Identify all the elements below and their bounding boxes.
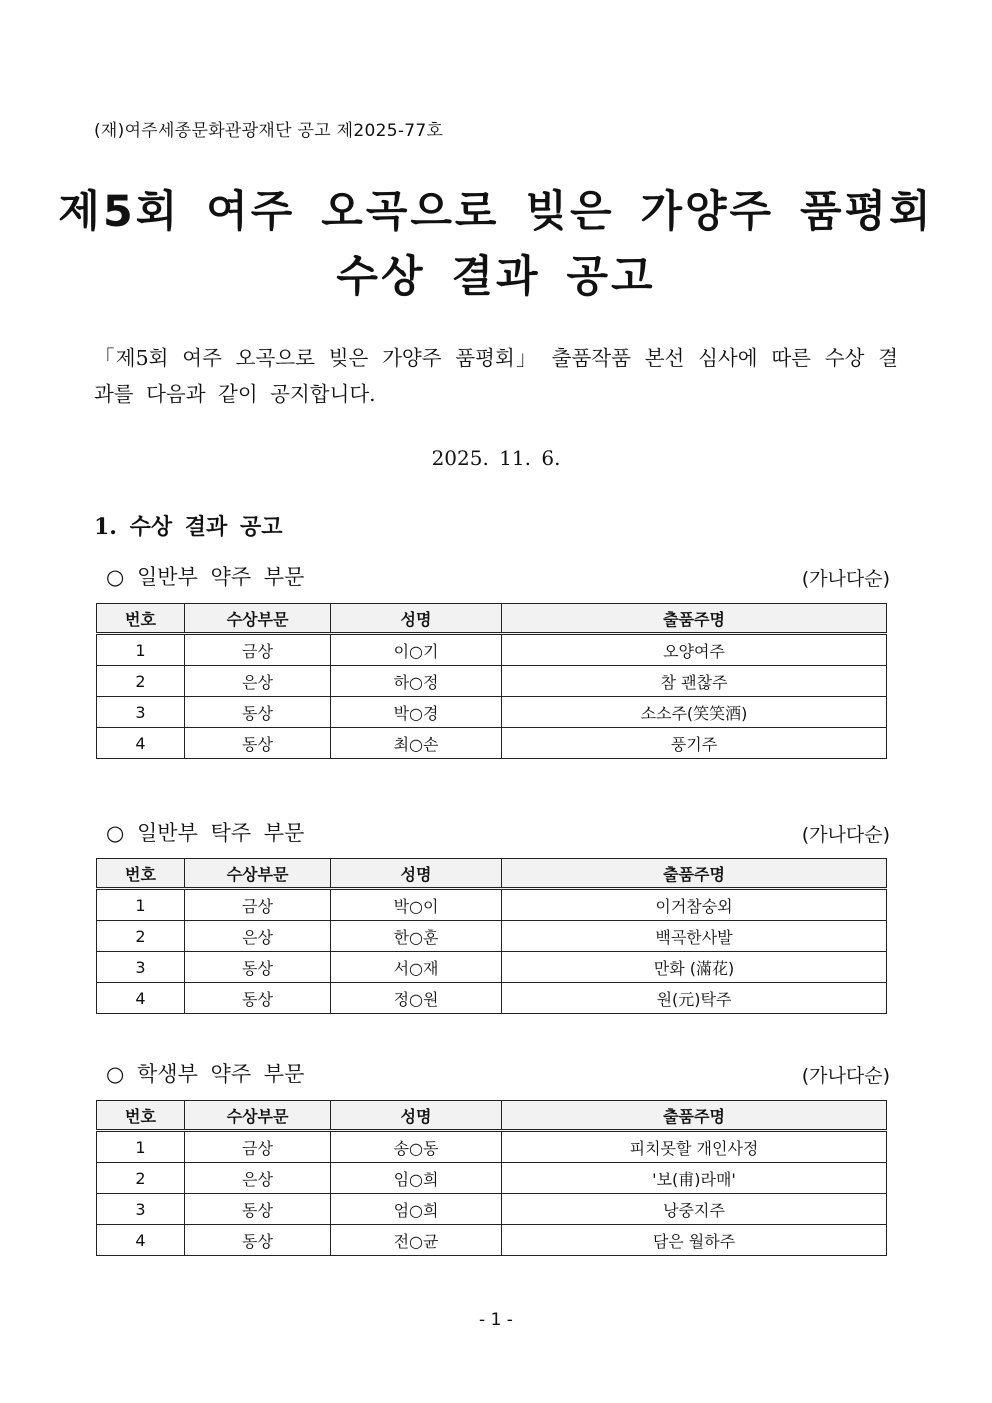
table-row xyxy=(97,666,887,697)
awards-table-general-yakju xyxy=(96,603,887,759)
cell-name: 하○정 xyxy=(331,666,502,697)
table-header-row xyxy=(97,859,887,889)
cell-number: 2 xyxy=(97,921,185,952)
cell-entry: 참 괜찮주 xyxy=(502,666,887,697)
cell-entry: 오양여주 xyxy=(502,634,887,666)
cell-award: 동상 xyxy=(185,728,331,759)
cell-award: 은상 xyxy=(185,666,331,697)
table-row xyxy=(97,634,887,666)
column-header-name: 성명 xyxy=(331,604,502,634)
column-header-name: 성명 xyxy=(331,859,502,889)
awards-table-general-takju xyxy=(96,858,887,1014)
column-header-entry: 출품주명 xyxy=(502,859,887,889)
cell-number: 1 xyxy=(97,1131,185,1163)
table-row xyxy=(97,983,887,1014)
cell-entry: '보(甫)라매' xyxy=(502,1163,887,1194)
cell-name: 이○기 xyxy=(331,634,502,666)
column-header-number: 번호 xyxy=(97,859,185,889)
notice-number: (재)여주세종문화관광재단 공고 제2025-77호 xyxy=(94,121,444,141)
cell-award: 은상 xyxy=(185,921,331,952)
cell-number: 1 xyxy=(97,889,185,921)
column-header-number: 번호 xyxy=(97,1101,185,1131)
page-title-line1: 제5회 여주 오곡으로 빚은 가양주 품평회 xyxy=(58,187,934,237)
cell-award: 동상 xyxy=(185,952,331,983)
cell-award: 동상 xyxy=(185,697,331,728)
order-note: (가나다순) xyxy=(801,824,890,846)
column-header-entry: 출품주명 xyxy=(502,604,887,634)
cell-award: 동상 xyxy=(185,1194,331,1225)
cell-number: 4 xyxy=(97,1225,185,1256)
section-heading: 1. 수상 결과 공고 xyxy=(94,514,283,540)
cell-entry: 이거참숭외 xyxy=(502,889,887,921)
column-header-award: 수상부문 xyxy=(185,859,331,889)
cell-entry: 소소주(笑笑酒) xyxy=(502,697,887,728)
order-note: (가나다순) xyxy=(801,1065,890,1087)
table-row xyxy=(97,1194,887,1225)
cell-number: 3 xyxy=(97,952,185,983)
table-row xyxy=(97,1163,887,1194)
order-note: (가나다순) xyxy=(801,568,890,590)
cell-number: 4 xyxy=(97,983,185,1014)
cell-name: 엄○희 xyxy=(331,1194,502,1225)
cell-name: 박○이 xyxy=(331,889,502,921)
cell-name: 임○희 xyxy=(331,1163,502,1194)
cell-award: 동상 xyxy=(185,1225,331,1256)
cell-entry: 담은 월하주 xyxy=(502,1225,887,1256)
cell-number: 2 xyxy=(97,666,185,697)
intro-paragraph: 「제5회 여주 오곡으로 빚은 가양주 품평회」 출품작품 본선 심사에 따른 수상 결과를 다음과 같이 공지합니다. xyxy=(94,346,898,406)
column-header-award: 수상부문 xyxy=(185,1101,331,1131)
cell-name: 정○원 xyxy=(331,983,502,1014)
cell-entry: 풍기주 xyxy=(502,728,887,759)
cell-award: 금상 xyxy=(185,634,331,666)
column-header-number: 번호 xyxy=(97,604,185,634)
cell-number: 1 xyxy=(97,634,185,666)
cell-name: 서○재 xyxy=(331,952,502,983)
table-row xyxy=(97,952,887,983)
cell-entry: 만화 (滿花) xyxy=(502,952,887,983)
category-title: ○ 일반부 탁주 부문 xyxy=(106,821,305,845)
column-header-name: 성명 xyxy=(331,1101,502,1131)
table-row xyxy=(97,921,887,952)
cell-name: 전○균 xyxy=(331,1225,502,1256)
table-row xyxy=(97,728,887,759)
column-header-award: 수상부문 xyxy=(185,604,331,634)
table-row xyxy=(97,889,887,921)
category-title: ○ 일반부 약주 부문 xyxy=(106,565,305,589)
cell-number: 4 xyxy=(97,728,185,759)
category-title: ○ 학생부 약주 부문 xyxy=(106,1062,305,1086)
cell-name: 박○경 xyxy=(331,697,502,728)
table-header-row xyxy=(97,1101,887,1131)
cell-name: 한○훈 xyxy=(331,921,502,952)
awards-table-student-yakju xyxy=(96,1100,887,1256)
cell-award: 금상 xyxy=(185,889,331,921)
table-row xyxy=(97,697,887,728)
cell-entry: 낭중지주 xyxy=(502,1194,887,1225)
cell-award: 금상 xyxy=(185,1131,331,1163)
page-title-line2: 수상 결과 공고 xyxy=(336,252,656,302)
column-header-entry: 출품주명 xyxy=(502,1101,887,1131)
table-row xyxy=(97,1131,887,1163)
cell-entry: 백곡한사발 xyxy=(502,921,887,952)
cell-award: 은상 xyxy=(185,1163,331,1194)
cell-entry: 피치못할 개인사정 xyxy=(502,1131,887,1163)
cell-name: 송○동 xyxy=(331,1131,502,1163)
cell-name: 최○손 xyxy=(331,728,502,759)
cell-number: 2 xyxy=(97,1163,185,1194)
cell-entry: 원(元)탁주 xyxy=(502,983,887,1014)
cell-award: 동상 xyxy=(185,983,331,1014)
page-number: - 1 - xyxy=(479,1310,513,1330)
table-header-row xyxy=(97,604,887,634)
cell-number: 3 xyxy=(97,697,185,728)
cell-number: 3 xyxy=(97,1194,185,1225)
table-row xyxy=(97,1225,887,1256)
notice-date: 2025. 11. 6. xyxy=(431,446,561,470)
